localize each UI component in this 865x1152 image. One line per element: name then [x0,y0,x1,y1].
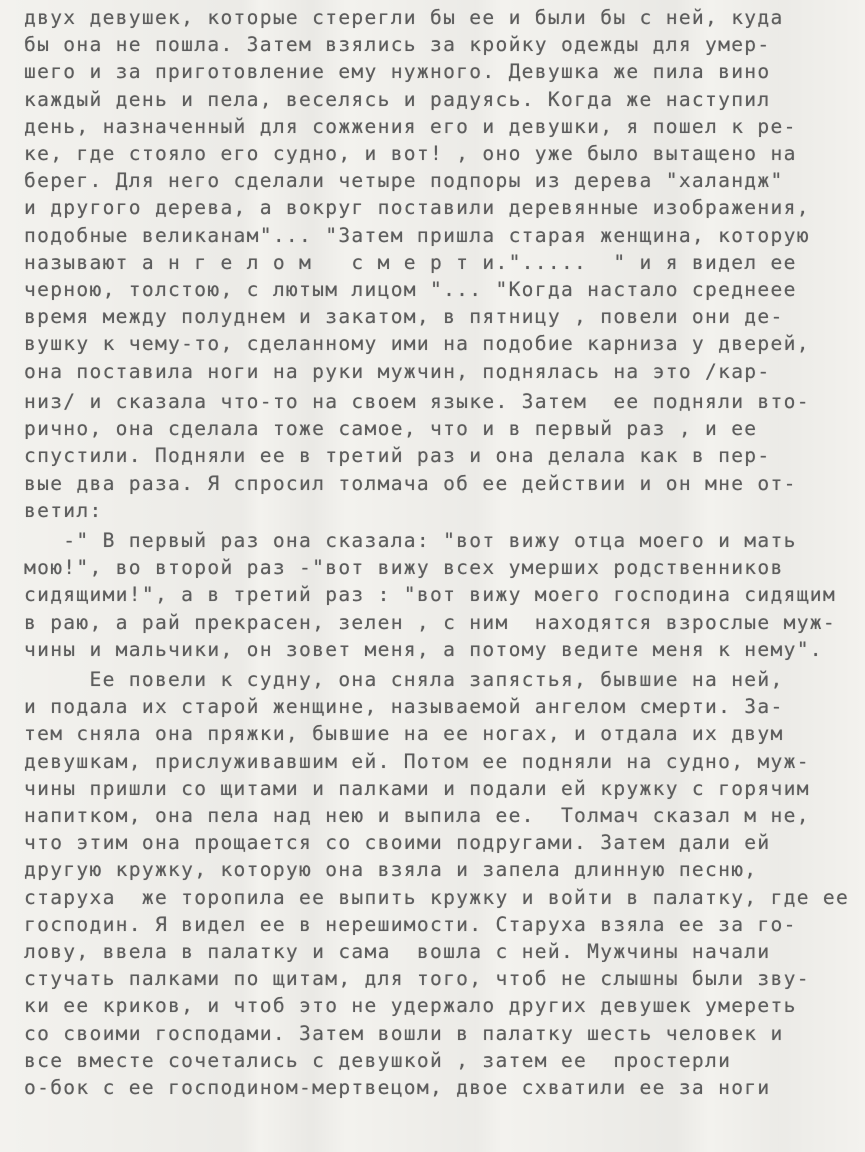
text-line: берег. Для него сделали четыре подпоры из дерева "халандж" [24,169,784,193]
text-line: стучать палками по щитам, для того, чтоб не слышны были зву- [24,967,810,991]
text-line: бы она не пошла. Затем взялись за кройку одежды для умер- [24,33,771,57]
text-line: Ее повели к судну, она сняла запястья, бывшие на ней, [24,668,784,691]
text-line: напитком, она пела над нею и выпила ее. Толмач сказал м не, [24,804,810,827]
text-line: рично, она сделала тоже самое, что и в первый раз , и ее [24,417,758,441]
text-line: ки ее криков, и чтоб это не удержало других девушек умереть [24,994,797,1018]
text-line: двух девушек, которые стерегли бы ее и были бы с ней, куда [24,6,784,29]
text-line: подобные великанам"... "Затем пришла старая женщина, которую [24,223,810,247]
text-line: лову, ввела в палатку и сама вошла с ней. Мужчины начали [24,940,771,963]
text-line: и другого дерева, а вокруг поставили деревянные изображения, [24,196,810,220]
text-line: сидящими!", а в третий раз : "вот вижу моего господина сидящим [24,583,836,607]
text-line: ке, где стояло его судно, и вот! , оно уже было вытащено на [24,142,797,165]
text-line: чины пришли со щитами и палками и подали ей кружку с горячим [24,776,810,800]
text-line: она поставила ноги на руки мужчин, поднялась на это /кар- [24,359,771,383]
text-line: вушку к чему-то, сделанному ими на подобие карниза у дверей, [24,332,810,356]
text-line: шего и за приготовление ему нужного. Девушка же пила вино [24,60,771,84]
text-line: в раю, а рай прекрасен, зелен , с ним находятся взрослые муж- [24,610,836,634]
text-line: тем сняла она пряжки, бывшие на ее ногах, и отдала их двум [24,722,784,746]
text-line: низ/ и сказала что-то на своем языке. Затем ее подняли вто- [24,390,810,413]
text-line: -" В первый раз она сказала: "вот вижу отца моего и мать [24,529,797,552]
text-line: чины и мальчики, он зовет меня, а потому ведите меня к нему". [24,637,823,661]
text-line: о-бок с ее господином-мертвецом, двое схватили ее за ноги [24,1076,771,1099]
text-line: старуха же торопила ее выпить кружку и войти в палатку, где ее [24,885,850,909]
text-line: девушкам, прислуживавшим ей. Потом ее подняли на судно, муж- [24,749,810,773]
text-line: ветил: [24,498,103,522]
text-line: черною, толстою, с лютым лицом "... "Когда настало среднеее [24,278,797,301]
text-line: спустили. Подняли ее в третий раз и она делала как в пер- [24,444,771,468]
text-line: что этим она прощается со своими подругами. Затем дали ей [24,831,771,855]
text-line: господин. Я видел ее в нерешимости. Старуха взяла ее за го- [24,912,797,936]
text-line: и подала их старой женщине, называемой ангелом смерти. За- [24,695,784,719]
text-line: время между полуднем и закатом, в пятницу , повели они де- [24,305,784,329]
text-line: вые два раза. Я спросил толмача об ее действии и он мне от- [24,471,797,495]
text-line: со своими господами. Затем вошли в палатку шесть человек и [24,1021,784,1045]
text-line: день, назначенный для сожжения его и девушки, я пошел к ре- [24,114,797,138]
text-line: мою!", во второй раз -"вот вижу всех умерших родственников [24,556,784,580]
text-line: называют а н г е л о м с м е р т и."..... " и я видел ее [24,250,797,274]
text-line: каждый день и пела, веселясь и радуясь. Когда же наступил [24,87,771,111]
text-line: другую кружку, которую она взяла и запела длинную песню, [24,858,758,882]
text-line: все вместе сочетались с девушкой , затем ее простерли [24,1048,732,1072]
